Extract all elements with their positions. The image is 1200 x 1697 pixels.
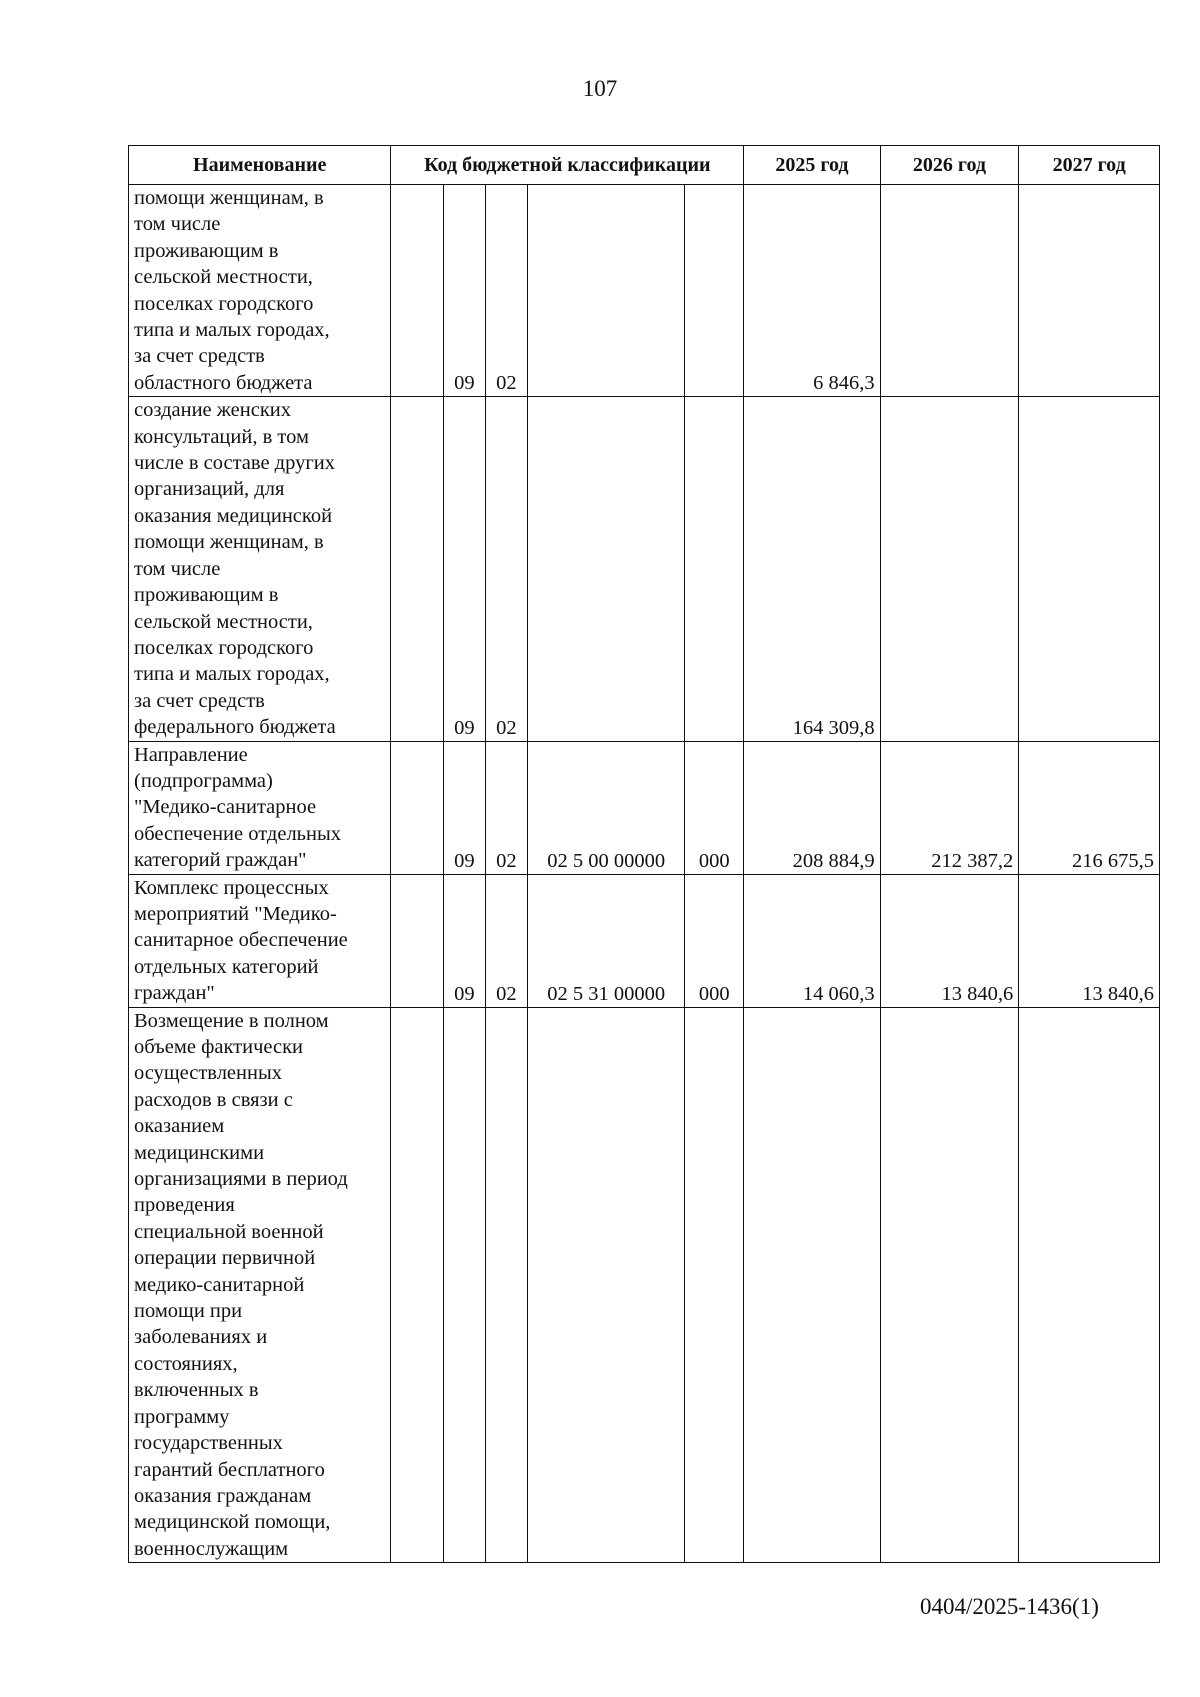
value-2026 [880, 1007, 1019, 1563]
code-expense-type [685, 185, 744, 397]
row-name: Направление (подпрограмма) "Медико-санитарное обеспечение отдельных категорий граждан" [129, 741, 391, 874]
value-2025: 208 884,9 [744, 741, 880, 874]
code-target-article [527, 185, 684, 397]
header-code: Код бюджетной классификации [391, 146, 744, 185]
code-subsection: 02 [485, 874, 527, 1007]
header-2026: 2026 год [880, 146, 1019, 185]
value-2027: 216 675,5 [1019, 741, 1160, 874]
row-name: создание женских консультаций, в том числе в составе других организаций, для оказания медицинской помощи женщинам, в том числе проживающим в сельской местности, поселках городского типа и малых городах, за счет средств федерального бюджета [129, 397, 391, 741]
code-target-article: 02 5 31 00000 [527, 874, 684, 1007]
header-name: Наименование [129, 146, 391, 185]
code-section: 09 [443, 185, 485, 397]
value-2027 [1019, 185, 1160, 397]
page-number: 107 [582, 76, 618, 101]
document-code: 0404/2025-1436(1) [920, 1594, 1099, 1619]
value-2025: 6 846,3 [744, 185, 880, 397]
code-section: 09 [443, 874, 485, 1007]
value-2025: 164 309,8 [744, 397, 880, 741]
code-target-article [527, 397, 684, 741]
row-name: помощи женщинам, в том числе проживающим в сельской местности, поселках городского типа и малых городах, за счет средств областного бюджета [129, 185, 391, 397]
table-row [129, 185, 1160, 397]
value-2026: 13 840,6 [880, 874, 1019, 1007]
table-row [129, 397, 1160, 741]
row-name: Комплекс процессных мероприятий "Медико- санитарное обеспечение отдельных категорий граждан" [129, 874, 391, 1007]
code-expense-type: 000 [685, 874, 744, 1007]
value-2025 [744, 1007, 880, 1563]
code-part-1 [391, 1007, 443, 1563]
value-2026 [880, 397, 1019, 741]
code-target-article: 02 5 00 00000 [527, 741, 684, 874]
value-2025: 14 060,3 [744, 874, 880, 1007]
header-2025: 2025 год [744, 146, 880, 185]
code-expense-type: 000 [685, 741, 744, 874]
code-expense-type [685, 1007, 744, 1563]
table-row [129, 874, 1160, 1007]
code-target-article [527, 1007, 684, 1563]
header-2027: 2027 год [1019, 146, 1160, 185]
value-2027 [1019, 397, 1160, 741]
code-part-1 [391, 741, 443, 874]
table-row [129, 741, 1160, 874]
code-subsection [485, 1007, 527, 1563]
code-section: 09 [443, 397, 485, 741]
code-section [443, 1007, 485, 1563]
value-2027 [1019, 1007, 1160, 1563]
code-section: 09 [443, 741, 485, 874]
code-part-1 [391, 874, 443, 1007]
budget-table [128, 145, 1160, 1563]
table-header-row [129, 146, 1160, 185]
code-expense-type [685, 397, 744, 741]
code-part-1 [391, 397, 443, 741]
value-2026 [880, 185, 1019, 397]
code-subsection: 02 [485, 741, 527, 874]
code-part-1 [391, 185, 443, 397]
value-2027: 13 840,6 [1019, 874, 1160, 1007]
code-subsection: 02 [485, 185, 527, 397]
code-subsection: 02 [485, 397, 527, 741]
value-2026: 212 387,2 [880, 741, 1019, 874]
table-row [129, 1007, 1160, 1563]
row-name: Возмещение в полном объеме фактически осуществленных расходов в связи с оказанием медицинскими организациями в период проведения специальной военной операции первичной медико-санитарной помощи при заболеваниях и состояниях, включенных в программу государственных гарантий бесплатного оказания гражданам медицинской помощи, военнослужащим [129, 1007, 391, 1563]
